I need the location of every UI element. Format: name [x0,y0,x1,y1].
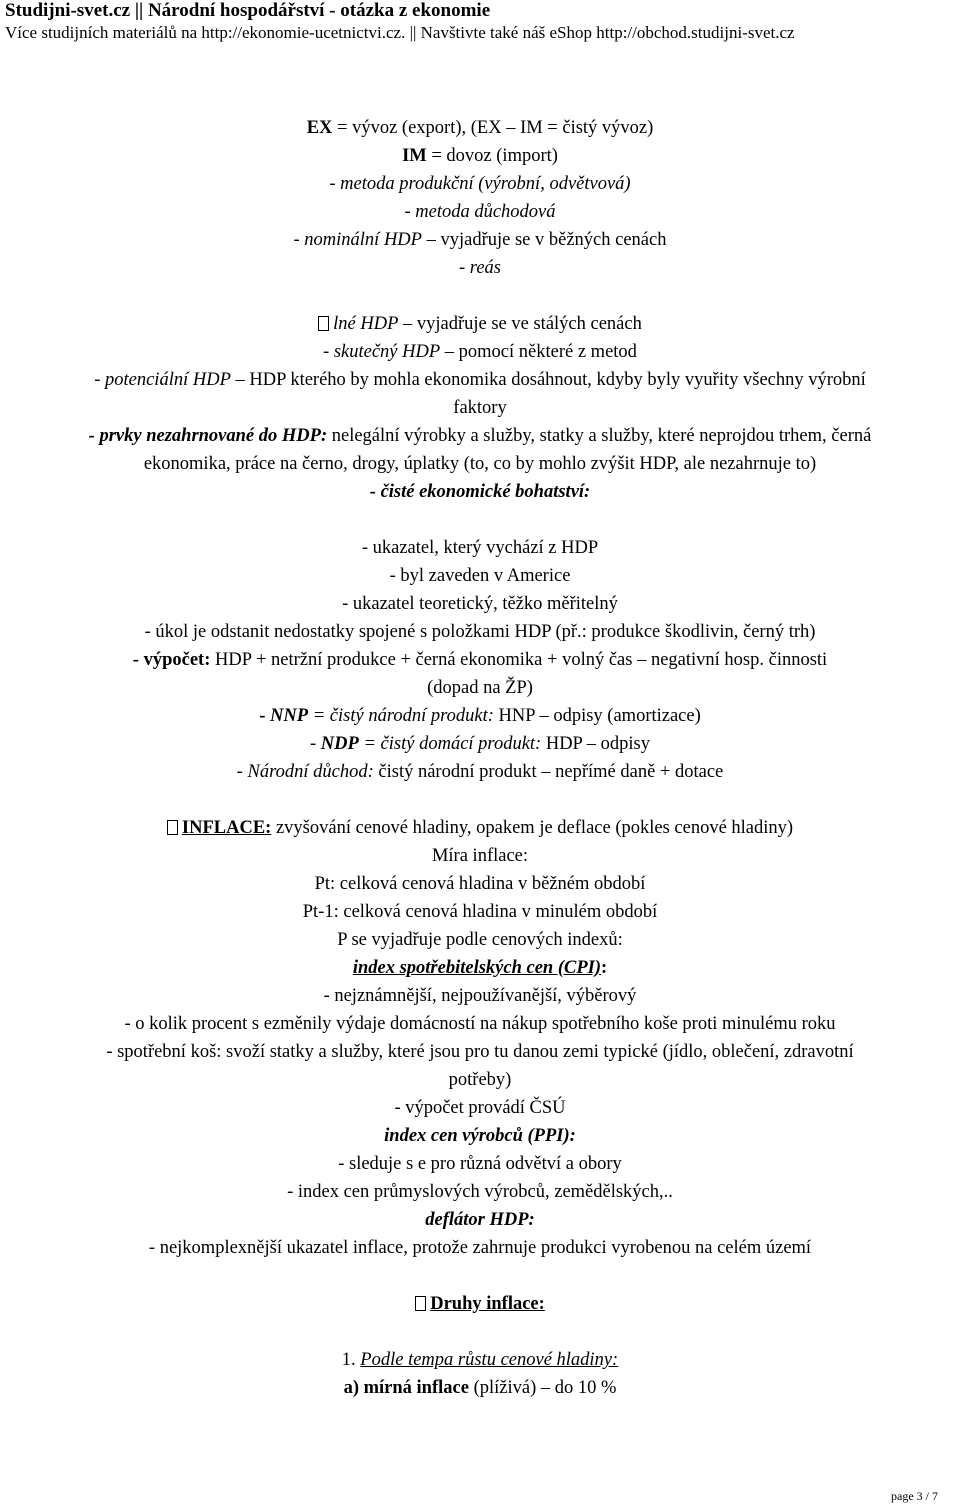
missing-glyph-icon [318,316,329,331]
text: – vyjadřuje se ve stálých cenách [398,314,642,334]
missing-glyph-icon [415,1296,426,1311]
header-title: Studijni-svet.cz || Národní hospodářství - otázka z ekonomie [5,0,491,21]
text: - [310,734,321,754]
term-nnp: NNP [270,706,309,726]
text-line [0,142,960,170]
text: – vyjadřuje se v běžných cenách [421,230,667,250]
text-line [0,366,960,394]
text-line: P se vyjadřuje podle cenových indexů: [337,930,623,950]
term: - Národní důchod: [236,762,374,782]
text-line [0,954,960,982]
term: = čistý domácí produkt: [358,734,542,754]
text-line [0,422,960,450]
text-line: index cen výrobců (PPI): [384,1126,576,1146]
text-line: - výpočet provádí ČSÚ [394,1098,566,1118]
text-line: faktory [453,398,507,418]
text-line: - index cen průmyslových výrobců, zemědělských,.. [287,1182,673,1202]
term-im: IM [402,146,427,166]
term: - výpočet: [132,650,211,670]
text-line [0,1290,960,1318]
text-line [0,730,960,758]
text-line: - metoda důchodová [404,202,556,222]
text-line [0,338,960,366]
text-line [0,814,960,842]
term: index spotřebitelských cen (CPI) [352,958,601,978]
text: HDP + netržní produkce + černá ekonomika + volný čas – negativní hosp. činnosti [210,650,828,670]
text: - [259,706,271,726]
term-ndp: NDP [320,734,359,754]
term: a) mírná inflace [343,1378,469,1398]
text-line [0,702,960,730]
text-line: - sleduje s e pro různá odvětví a obory [338,1154,622,1174]
text: = vývoz (export), (EX – IM = čistý vývoz) [332,118,654,138]
text-line: - reás [459,258,501,278]
term: - potenciální HDP [94,370,231,390]
text-line: - čisté ekonomické bohatství: [369,482,591,502]
text-line: ekonomika, práce na černo, drogy, úplatky (to, co by mohlo zvýšit HDP, ale nezahrnuje to) [143,454,817,474]
term-ex: EX [306,118,333,138]
section-heading: Druhy inflace: [430,1294,545,1314]
page-header [5,0,955,44]
text-line: potřeby) [448,1070,512,1090]
text-line: deflátor HDP: [425,1210,535,1230]
text-line: - ukazatel, který vychází z HDP [361,538,599,558]
term: = čistý národní produkt: [308,706,494,726]
text: 1. [341,1350,361,1370]
text: (plíživá) – do 10 % [468,1378,617,1398]
text-line: - úkol je odstanit nedostatky spojené s položkami HDP (př.: produkce škodlivin, černý trh) [144,622,816,642]
term: lné HDP [333,314,399,334]
text-line [0,310,960,338]
section-heading: INFLACE: [181,818,272,838]
text: – HDP kterého by mohla ekonomika dosáhnout, kdyby byly vyuřity všechny výrobní [230,370,866,390]
text-line: - nejznámnější, nejpoužívanější, výběrový [323,986,637,1006]
text: nelegální výrobky a služby, statky a služby, které neprojdou trhem, černá [327,426,872,446]
text-line: - metoda produkční (výrobní, odvětvová) [329,174,631,194]
text-line: Pt: celková cenová hladina v běžném období [314,874,646,894]
text-line [0,1346,960,1374]
text-line: - spotřební koš: svoží statky a služby, které jsou pro tu danou zemi typické (jídlo, oblečení, zdravotní [106,1042,854,1062]
text: : [601,958,608,978]
text-line: - nejkomplexnější ukazatel inflace, protože zahrnuje produkci vyrobenou na celém území [148,1238,812,1258]
text: zvyšování cenové hladiny, opakem je deflace (pokles cenové hladiny) [271,818,794,838]
text: čistý národní produkt – nepřímé daně + dotace [373,762,724,782]
text-line [0,758,960,786]
term: - skutečný HDP [323,342,441,362]
text-line: - byl zaveden v Americe [389,566,571,586]
term: - prvky nezahrnované do HDP: [88,426,328,446]
text-line [0,114,960,142]
term: - nominální HDP [293,230,422,250]
text-line [0,1374,960,1402]
text-line: (dopad na ŽP) [427,678,533,698]
text-line: - ukazatel teoretický, těžko měřitelný [342,594,618,614]
text-line [0,226,960,254]
page-number: page 3 / 7 [891,1489,938,1503]
text-line [0,646,960,674]
text-line: - o kolik procent s ezměnily výdaje domácností na nákup spotřebního koše proti minulému roku [124,1014,836,1034]
text-line: Pt-1: celková cenová hladina v minulém období [302,902,658,922]
missing-glyph-icon [167,820,178,835]
text: HDP – odpisy [541,734,650,754]
text: HNP – odpisy (amortizace) [493,706,701,726]
text-line: Míra inflace: [431,846,529,866]
subheading: Podle tempa růstu cenové hladiny: [360,1350,619,1370]
document-body [0,114,960,1402]
text: – pomocí některé z metod [440,342,637,362]
text: = dovoz (import) [426,146,558,166]
header-subtitle: Více studijních materiálů na http://ekonomie-ucetnictvi.cz. || Navštivte také náš eShop http://obchod.studijni-svet.cz [5,23,795,42]
